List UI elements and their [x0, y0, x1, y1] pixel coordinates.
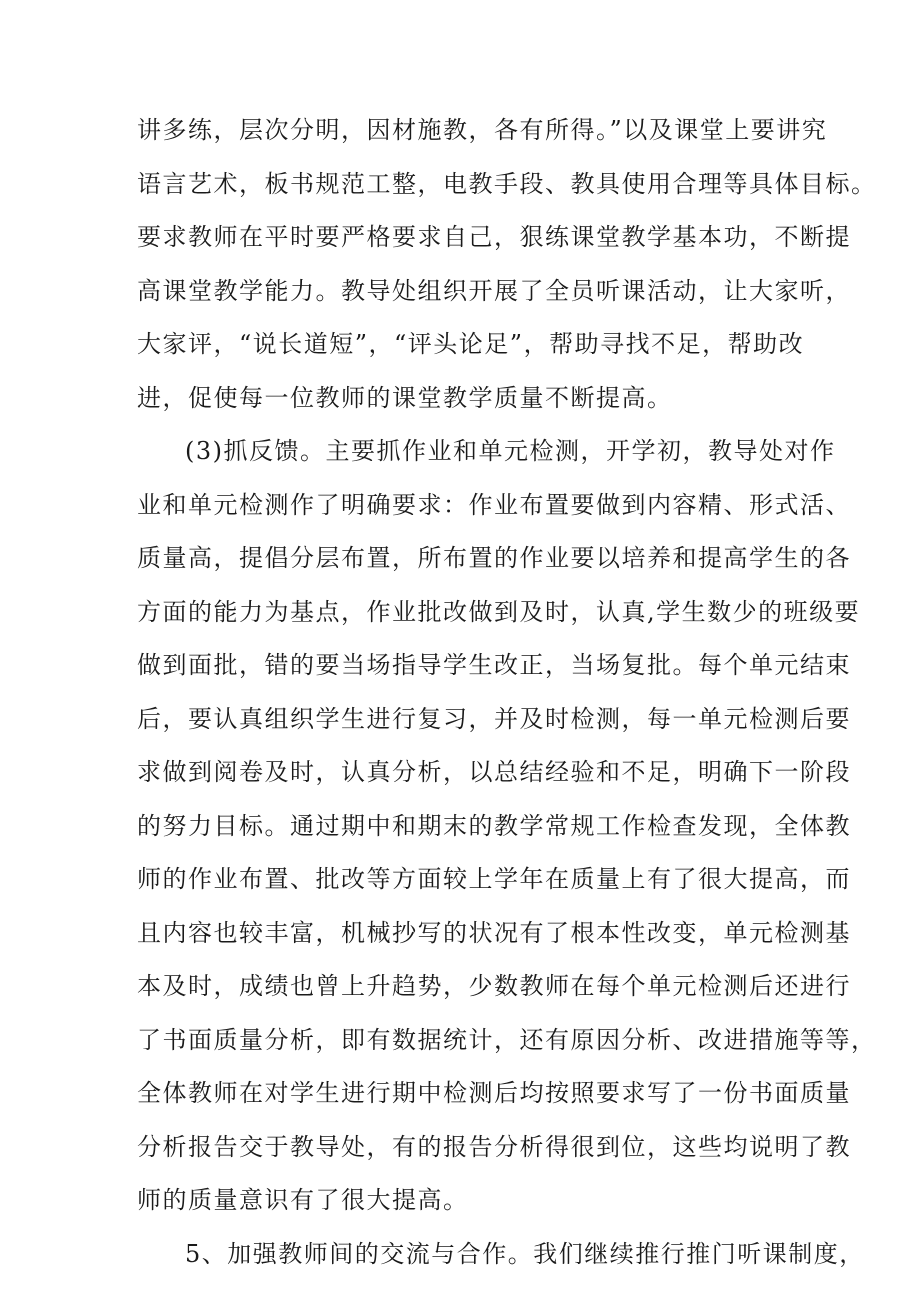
text-line: 分析报告交于教导处，有的报告分析得很到位，这些均说明了教	[137, 1133, 851, 1161]
text-line: 求做到阅卷及时，认真分析，以总结经验和不足，明确下一阶段	[137, 758, 851, 786]
text-line: 进，促使每一位教师的课堂教学质量不断提高。	[137, 384, 673, 412]
text-line: 的努力目标。通过期中和期末的教学常规工作检查发现，全体教	[137, 812, 851, 840]
text-line: 大家评，“说长道短”，“评头论足”，帮助寻找不足，帮助改	[137, 330, 805, 358]
text-line: 高课堂教学能力。教导处组织开展了全员听课活动，让大家听，	[137, 277, 851, 305]
text-line: 本及时，成绩也曾上升趋势，少数教师在每个单元检测后还进行	[137, 972, 851, 1000]
text-line: 质量高，提倡分层布置，所布置的作业要以培养和提高学生的各	[137, 544, 851, 572]
paragraph-start-line: (3)抓反馈。主要抓作业和单元检测，开学初，教导处对作	[185, 437, 836, 465]
text-line: 全体教师在对学生进行期中检测后均按照要求写了一份书面质量	[137, 1079, 851, 1107]
text-line: 业和单元检测作了明确要求：作业布置要做到内容精、形式活、	[137, 491, 851, 519]
text-line: 了书面质量分析，即有数据统计，还有原因分析、改进措施等等，	[137, 1026, 877, 1054]
text-line: 要求教师在平时要严格要求自己，狠练课堂教学基本功，不断提	[137, 223, 851, 251]
text-line: 讲多练，层次分明，因材施教，各有所得。”以及课堂上要讲究	[137, 116, 828, 144]
text-line: 后，要认真组织学生进行复习，并及时检测，每一单元检测后要	[137, 705, 851, 733]
text-line: 做到面批，错的要当场指导学生改正，当场复批。每个单元结束	[137, 651, 851, 679]
text-line: 方面的能力为基点，作业批改做到及时，认真,学生数少的班级要	[137, 598, 861, 626]
text-line: 语言艺术，板书规范工整，电教手段、教具使用合理等具体目标。	[137, 170, 877, 198]
text-line: 且内容也较丰富，机械抄写的状况有了根本性改变，单元检测基	[137, 919, 851, 947]
paragraph-start-line: 5、加强教师间的交流与合作。我们继续推行推门听课制度，	[185, 1240, 865, 1268]
text-line: 师的质量意识有了很大提高。	[137, 1186, 469, 1214]
text-line: 师的作业布置、批改等方面较上学年在质量上有了很大提高，而	[137, 865, 851, 893]
